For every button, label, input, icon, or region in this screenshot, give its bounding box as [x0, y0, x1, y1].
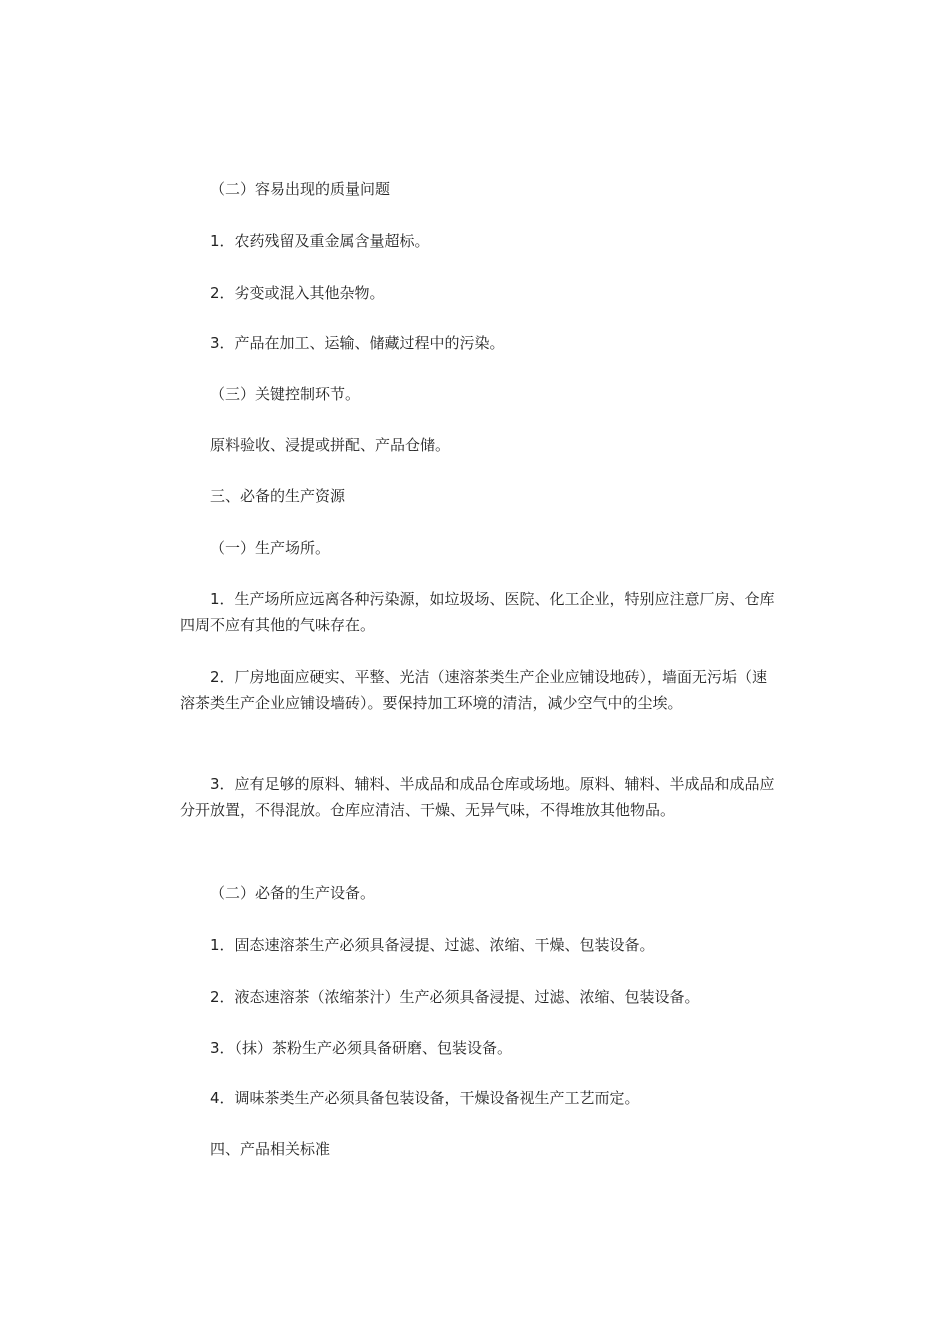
- section-heading-product-standards: 四、产品相关标准: [210, 1140, 331, 1158]
- list-item: 2．劣变或混入其他杂物。: [210, 284, 385, 302]
- list-item: 4．调味茶类生产必须具备包装设备，干燥设备视生产工艺而定。: [210, 1089, 640, 1107]
- list-item: 1．农药残留及重金属含量超标。: [210, 232, 430, 250]
- subsection-heading-production-site: （一）生产场所。: [210, 539, 331, 557]
- list-item: 1．生产场所应远离各种污染源，如垃圾场、医院、化工企业，特别应注意厂房、仓库四周不应有其他的气味存在。: [180, 590, 775, 634]
- list-item: 3．（抹）茶粉生产必须具备研磨、包装设备。: [210, 1039, 513, 1057]
- list-item: 2．液态速溶茶（浓缩茶汁）生产必须具备浸提、过滤、浓缩、包装设备。: [210, 988, 700, 1006]
- section-heading-production-resources: 三、必备的生产资源: [210, 487, 346, 505]
- subsection-heading-quality-issues: （二）容易出现的质量问题: [210, 180, 391, 198]
- list-item: 3．应有足够的原料、辅料、半成品和成品仓库或场地。原料、辅料、半成品和成品应分开放置，不得混放。仓库应清洁、干燥、无异气味，不得堆放其他物品。: [180, 775, 775, 819]
- subsection-heading-key-control: （三）关键控制环节。: [210, 385, 361, 403]
- list-item: 3．产品在加工、运输、储藏过程中的污染。: [210, 334, 505, 352]
- list-item: 1．固态速溶茶生产必须具备浸提、过滤、浓缩、干燥、包装设备。: [210, 936, 655, 954]
- list-item: 2．厂房地面应硬实、平整、光洁（速溶茶类生产企业应铺设地砖），墙面无污垢（速溶茶类生产企业应铺设墙砖）。要保持加工环境的清洁，减少空气中的尘埃。: [180, 668, 768, 712]
- body-paragraph: 原料验收、浸提或拼配、产品仓储。: [210, 436, 451, 454]
- subsection-heading-production-equipment: （二）必备的生产设备。: [210, 884, 376, 902]
